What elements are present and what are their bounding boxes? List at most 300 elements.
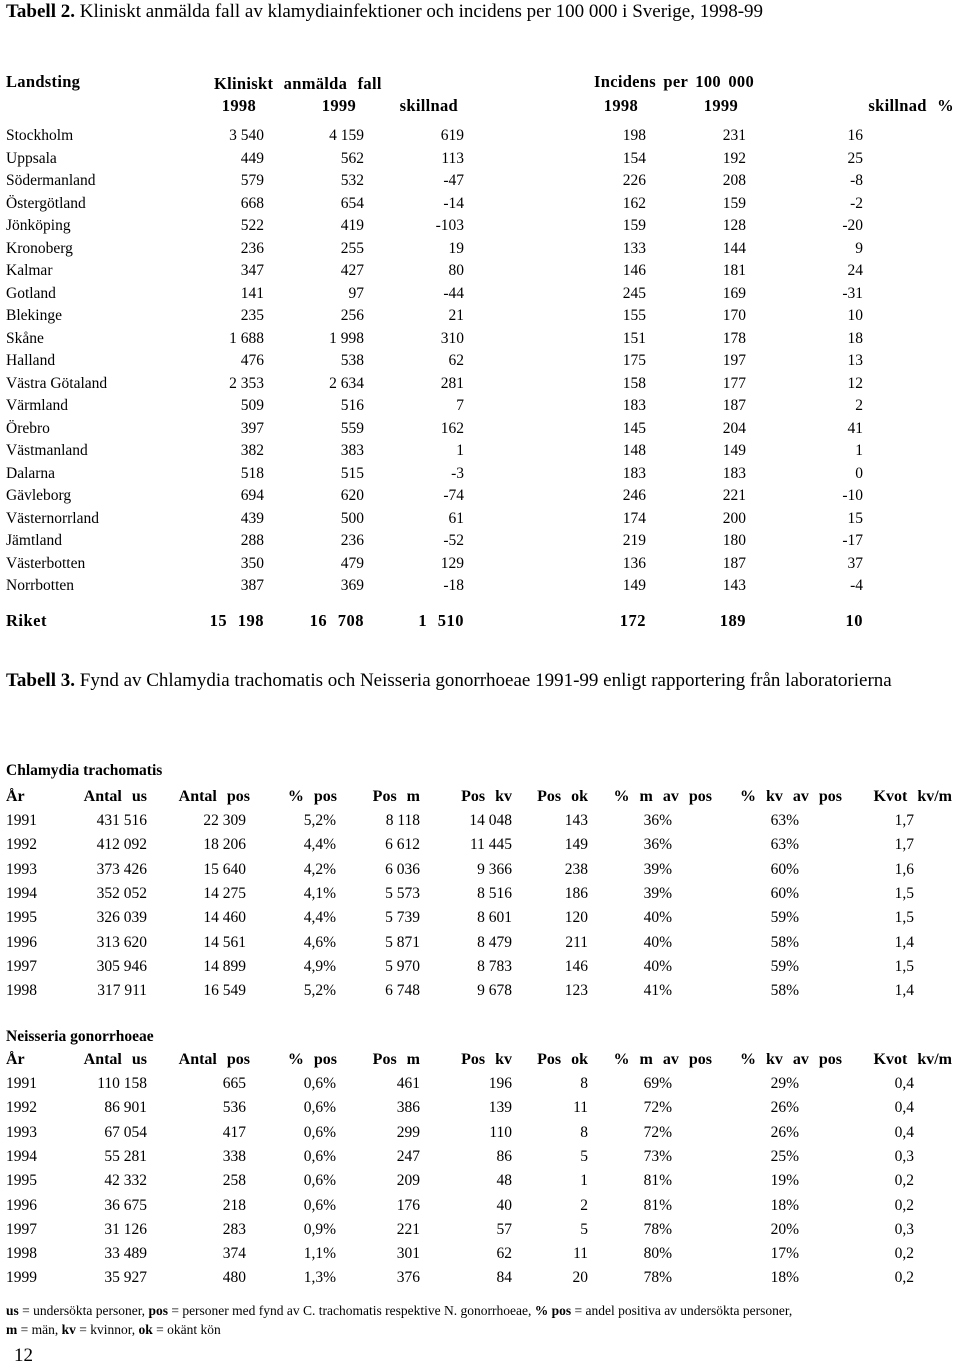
footnote-text: = kvinnor, (75, 1322, 139, 1337)
table-cell: 187 (722, 397, 746, 414)
table-cell: 128 (722, 217, 746, 234)
table-cell: 1,5 (894, 884, 914, 902)
column-header: År (6, 1051, 25, 1068)
table-cell: 4,2% (303, 860, 336, 878)
table-cell: 209 (396, 1172, 420, 1190)
table-cell: 255 (340, 239, 364, 257)
table-cell: 6 612 (385, 836, 420, 854)
table-cell: 4 159 (329, 127, 364, 144)
table-row (6, 442, 956, 464)
row-label: Östergötland (6, 194, 86, 212)
section-title-gonorrhoeae: Neisseria gonorrhoeae (6, 1028, 154, 1045)
table-cell: 57 (496, 1220, 512, 1238)
table-row (6, 127, 956, 149)
table-cell: 84 (496, 1269, 512, 1287)
table-cell: 562 (340, 149, 364, 167)
table-cell: 14 460 (203, 909, 246, 927)
table-row (6, 330, 956, 352)
table-cell: 665 (222, 1075, 246, 1092)
table-row (6, 285, 956, 307)
table-cell: 238 (564, 860, 588, 878)
table-cell: 8 783 (477, 957, 512, 975)
table-cell: 219 (622, 532, 646, 549)
table-cell: 256 (340, 307, 364, 324)
table-cell: -2 (850, 194, 863, 212)
row-label: Västra Götaland (6, 374, 108, 392)
footnote-term: m (6, 1322, 18, 1337)
table-cell: 208 (722, 172, 746, 189)
table-row (6, 465, 956, 487)
table-cell: 123 (564, 982, 588, 1000)
table-cell: 36% (643, 836, 672, 854)
footnote-text: = okänt kön (152, 1322, 221, 1337)
header-sub: 1998 (603, 96, 638, 115)
table-cell: 1,5 (894, 957, 914, 975)
table-cell: 12 (847, 374, 863, 392)
table-cell: 169 (722, 284, 746, 302)
table-cell: 143 (722, 577, 746, 594)
table-cell: 1 (580, 1172, 588, 1190)
table-cell: 19% (770, 1172, 799, 1190)
table-row (6, 172, 956, 194)
column-header: % kv av pos (739, 1051, 842, 1068)
table-cell: 5 970 (385, 957, 420, 975)
table-cell: 1,5 (894, 909, 914, 927)
column-header: Pos kv (461, 1051, 512, 1068)
table-cell: 14 899 (203, 957, 246, 975)
table-cell: 36 675 (104, 1196, 147, 1214)
row-label: Norrbotten (6, 577, 75, 594)
table-row (6, 1197, 956, 1219)
table-cell: 26% (770, 1099, 799, 1117)
table-row (6, 397, 956, 419)
row-label: Jönköping (6, 217, 71, 234)
table-cell: 35 927 (104, 1269, 147, 1287)
column-header: Pos m (372, 1051, 420, 1068)
table-cell: 144 (722, 239, 746, 257)
column-header: Kvot kv/m (873, 1051, 952, 1068)
table-cell: 80% (643, 1245, 672, 1263)
table-cell: 374 (222, 1245, 246, 1263)
table-cell: 15 198 (209, 611, 264, 630)
table-cell: 350 (240, 554, 264, 572)
row-label: Jämtland (6, 532, 62, 549)
table-cell: 172 (619, 611, 646, 630)
table-row (6, 375, 956, 397)
table-cell: 1995 (6, 1172, 37, 1190)
footnote-term: kv (61, 1322, 76, 1337)
table-cell: 532 (340, 172, 364, 189)
table-cell: 113 (441, 149, 464, 167)
column-header: Pos ok (537, 1051, 588, 1068)
table-cell: 654 (340, 194, 364, 212)
table-cell: -8 (850, 172, 863, 189)
table-row (6, 577, 956, 599)
table-cell: 5 739 (385, 909, 420, 927)
table-cell: 1993 (6, 1123, 37, 1141)
table-cell: 1992 (6, 836, 37, 854)
table-cell: 386 (396, 1099, 420, 1117)
table-cell: 16 708 (309, 611, 364, 630)
table-cell: 668 (240, 194, 264, 212)
row-label: Västmanland (6, 442, 88, 459)
row-label: Gotland (6, 284, 56, 302)
table-cell: 281 (440, 374, 464, 392)
table-cell: -31 (842, 284, 863, 302)
table-cell: 37 (847, 554, 863, 572)
table-cell: 538 (340, 352, 364, 369)
table-cell: 226 (622, 172, 646, 189)
table-cell: 518 (240, 464, 264, 482)
table-row (6, 885, 956, 907)
table-cell: 0,6% (303, 1147, 336, 1165)
table-cell: 5,2% (303, 982, 336, 1000)
table-cell: -3 (451, 464, 464, 482)
table-cell: 5 573 (385, 884, 420, 902)
table-cell: -17 (842, 532, 863, 549)
table-cell: 198 (622, 127, 646, 144)
table-cell: 1 998 (329, 329, 364, 347)
table-cell: 382 (240, 442, 264, 459)
table-cell: 9 678 (477, 982, 512, 1000)
table-cell: 417 (222, 1123, 246, 1141)
table-row (6, 861, 956, 883)
table-cell: 412 092 (96, 836, 147, 854)
table-cell: 8 (580, 1075, 588, 1092)
table3-label: Tabell 3. (6, 670, 75, 691)
table-cell: 97 (348, 284, 364, 302)
table-row (6, 1221, 956, 1243)
table-cell: 694 (240, 487, 264, 504)
table-cell: 58% (770, 933, 799, 951)
footnote-text: = personer med fynd av C. trachomatis respektive N. gonorrhoeae, (167, 1303, 535, 1318)
table-cell: 186 (564, 884, 588, 902)
table-cell: 1991 (6, 1075, 37, 1092)
column-header: Antal pos (178, 788, 250, 805)
table-cell: 373 426 (96, 860, 147, 878)
table-cell: 347 (240, 262, 264, 279)
table-cell: -52 (443, 532, 464, 549)
footnote (6, 1301, 956, 1339)
table-row (6, 1269, 956, 1291)
footnote-term: pos (148, 1303, 168, 1318)
table-cell: 162 (622, 194, 646, 212)
table-cell: 1993 (6, 860, 37, 878)
table-cell: 5 (580, 1220, 588, 1238)
table-cell: -47 (443, 172, 464, 189)
table-cell: 236 (340, 532, 364, 549)
table-cell: 1,4 (894, 982, 914, 1000)
table-cell: 221 (396, 1220, 420, 1238)
table-cell: 6 036 (385, 860, 420, 878)
footnote-term: us (6, 1303, 19, 1318)
table-cell: 1998 (6, 1245, 37, 1263)
table-cell: 7 (456, 397, 464, 414)
table-cell: 40% (643, 933, 672, 951)
table-cell: 0,2 (894, 1269, 914, 1287)
table-cell: 211 (565, 933, 588, 951)
table-cell: 2 634 (329, 374, 364, 392)
header-sub: skillnad (399, 96, 458, 115)
table-cell: 5,2% (303, 812, 336, 829)
table-cell: 1994 (6, 1147, 37, 1165)
table-cell: 301 (396, 1245, 420, 1263)
table-cell: -10 (842, 487, 863, 504)
column-header: % pos (287, 788, 337, 805)
row-label: Örebro (6, 419, 50, 437)
table-cell: 78% (643, 1269, 672, 1287)
table-cell: 431 516 (96, 812, 147, 829)
table-row (6, 510, 956, 532)
table-cell: 69% (643, 1075, 672, 1092)
row-label: Riket (6, 611, 47, 630)
table-row (6, 934, 956, 956)
table-cell: 80 (448, 262, 464, 279)
table-cell: 158 (622, 374, 646, 392)
table-cell: 145 (622, 419, 646, 437)
row-label: Västerbotten (6, 554, 86, 572)
table2-caption: Kliniskt anmälda fall av klamydiainfektioner och incidens per 100 000 i Sverige, 1998-99 (79, 1, 764, 22)
table-cell: 2 353 (229, 374, 264, 392)
table-row (6, 1124, 956, 1146)
table-cell: 41% (643, 982, 672, 1000)
table-cell: 180 (722, 532, 746, 549)
table-cell: 0 (855, 464, 863, 482)
table-cell: 218 (222, 1196, 246, 1214)
table-row (6, 836, 956, 858)
table-row (6, 1148, 956, 1170)
table-cell: 196 (488, 1075, 512, 1092)
table-cell: 620 (340, 487, 364, 504)
table-cell: 461 (396, 1075, 420, 1092)
table-cell: 619 (440, 127, 464, 144)
table-cell: 86 (496, 1147, 512, 1165)
table-cell: 15 640 (203, 860, 246, 878)
table-cell: 59% (770, 909, 799, 927)
table-cell: 515 (340, 464, 364, 482)
table-cell: 18 206 (203, 836, 246, 854)
footnote-term: % pos (534, 1303, 572, 1318)
table-cell: 13 (847, 352, 863, 369)
table-cell: 247 (396, 1147, 420, 1165)
table-cell: 149 (564, 836, 588, 854)
table-cell: 352 052 (96, 884, 147, 902)
table-cell: 18% (770, 1196, 799, 1214)
table-cell: 120 (564, 909, 588, 927)
table-cell: 8 601 (477, 909, 512, 927)
table-cell: 559 (340, 419, 364, 437)
table-cell: 0,6% (303, 1172, 336, 1190)
table-cell: 4,9% (303, 957, 336, 975)
table-cell: 0,3 (894, 1220, 914, 1238)
table-cell: 63% (770, 812, 799, 829)
table-cell: 159 (722, 194, 746, 212)
table-cell: 480 (222, 1269, 246, 1287)
column-header: Antal pos (178, 1051, 250, 1068)
table-row (6, 812, 956, 834)
table-cell: 14 048 (469, 812, 512, 829)
table-cell: 155 (622, 307, 646, 324)
row-label: Kalmar (6, 262, 53, 279)
table-cell: 59% (770, 957, 799, 975)
table-cell: -44 (443, 284, 464, 302)
table-cell: 39% (643, 884, 672, 902)
row-label: Blekinge (6, 307, 62, 324)
table-cell: 154 (622, 149, 646, 167)
table2-label: Tabell 2. (6, 1, 75, 22)
table-cell: 175 (622, 352, 646, 369)
table-row (6, 1075, 956, 1097)
table-cell: 258 (222, 1172, 246, 1190)
table-cell: 1995 (6, 909, 37, 927)
table-cell: 1997 (6, 1220, 37, 1238)
table-cell: 0,4 (894, 1099, 914, 1117)
table-cell: 25 (847, 149, 863, 167)
table-row (6, 195, 956, 217)
column-header: Kvot kv/m (873, 788, 952, 805)
column-header: % m av pos (613, 788, 712, 805)
column-header: % m av pos (613, 1051, 712, 1068)
table-cell: 148 (622, 442, 646, 459)
table-cell: 439 (240, 509, 264, 527)
table-cell: 197 (722, 352, 746, 369)
table-cell: 159 (622, 217, 646, 234)
table-cell: 0,4 (894, 1075, 914, 1092)
table-cell: 174 (622, 509, 646, 527)
table-cell: 48 (496, 1172, 512, 1190)
table-cell: 522 (240, 217, 264, 234)
table-cell: 62 (448, 352, 464, 369)
table-cell: 1996 (6, 933, 37, 951)
table-cell: 1,1% (303, 1245, 336, 1263)
table-cell: 1,3% (303, 1269, 336, 1287)
table-cell: 0,3 (894, 1147, 914, 1165)
table-cell: 427 (340, 262, 364, 279)
header-sub: skillnad % (868, 96, 954, 115)
table-cell: 19 (448, 239, 464, 257)
table-cell: -74 (443, 487, 464, 504)
table-cell: 1998 (6, 982, 37, 1000)
table-cell: 9 (855, 239, 863, 257)
header-group-incidence: Incidens per 100 000 (594, 72, 755, 91)
table-cell: 18 (847, 329, 863, 347)
section-title-chlamydia: Chlamydia trachomatis (6, 762, 163, 779)
column-header: Pos kv (461, 788, 512, 805)
table-cell: -4 (850, 577, 863, 594)
table-cell: 62 (496, 1245, 512, 1263)
table-cell: 299 (396, 1123, 420, 1141)
table-cell: 310 (440, 329, 464, 347)
table-cell: 78% (643, 1220, 672, 1238)
table-cell: 1991 (6, 812, 37, 829)
table-cell: 383 (340, 442, 364, 459)
table-cell: 8 118 (385, 812, 420, 829)
table-cell: 0,2 (894, 1172, 914, 1190)
table-cell: 317 911 (97, 982, 147, 1000)
header-sub: 1999 (703, 96, 738, 115)
table-cell: 18% (770, 1269, 799, 1287)
row-label: Västernorrland (6, 509, 99, 527)
table-cell: 176 (396, 1196, 420, 1214)
table-cell: 149 (622, 577, 646, 594)
table-cell: 17% (770, 1245, 799, 1263)
column-header: Pos ok (537, 788, 588, 805)
table-cell: 1,7 (894, 812, 914, 829)
table-cell: 0,6% (303, 1123, 336, 1141)
table-cell: 189 (719, 611, 746, 630)
table-row (6, 420, 956, 442)
table-cell: -103 (435, 217, 464, 234)
table-row (6, 1245, 956, 1267)
table-row (6, 352, 956, 374)
table-cell: 376 (396, 1269, 420, 1287)
table-cell: 60% (770, 860, 799, 878)
table-cell: 10 (845, 611, 863, 630)
table-cell: 6 748 (385, 982, 420, 1000)
table-cell: 60% (770, 884, 799, 902)
table-row (6, 982, 956, 1004)
table-cell: 22 309 (203, 812, 246, 829)
table-cell: 20% (770, 1220, 799, 1238)
table-cell: 20 (572, 1269, 588, 1287)
table-cell: 283 (222, 1220, 246, 1238)
table-cell: 143 (564, 812, 588, 829)
table-cell: 397 (240, 419, 264, 437)
table-cell: 16 549 (203, 982, 246, 1000)
table-cell: 305 946 (96, 957, 147, 975)
table-cell: 8 479 (477, 933, 512, 951)
table-cell: 479 (340, 554, 364, 572)
table-cell: 204 (722, 419, 746, 437)
table-row (6, 307, 956, 329)
table-cell: 200 (722, 509, 746, 527)
table-cell: 11 (573, 1245, 588, 1263)
header-group-clinical: Kliniskt anmälda fall (214, 74, 382, 93)
table-cell: 58% (770, 982, 799, 1000)
table-cell: 39% (643, 860, 672, 878)
table-cell: 419 (340, 217, 364, 234)
table-cell: 133 (622, 239, 646, 257)
table-cell: 110 158 (97, 1075, 147, 1092)
table-cell: 72% (643, 1123, 672, 1141)
table-cell: 67 054 (104, 1123, 147, 1141)
table-cell: 110 (489, 1123, 512, 1141)
table-cell: 235 (240, 307, 264, 324)
table3-header-row (6, 788, 956, 810)
table-cell: 8 (580, 1123, 588, 1141)
table-cell: 183 (622, 397, 646, 414)
table-cell: 1 (855, 442, 863, 459)
table-cell: 516 (340, 397, 364, 414)
table-row (6, 240, 956, 262)
table-cell: 183 (722, 464, 746, 482)
table-cell: 0,9% (303, 1220, 336, 1238)
table-cell: 1 510 (418, 611, 464, 630)
table-cell: 5 871 (385, 933, 420, 951)
table-row (6, 1099, 956, 1121)
table-row (6, 909, 956, 931)
column-header: Antal us (83, 1051, 147, 1068)
row-label: Uppsala (6, 149, 57, 167)
table3-caption: Fynd av Chlamydia trachomatis och Neisseria gonorrhoeae 1991-99 enligt rapportering från laboratorierna (79, 670, 892, 691)
table-cell: 26% (770, 1123, 799, 1141)
table-cell: 1999 (6, 1269, 37, 1287)
table-cell: 245 (622, 284, 646, 302)
row-label: Skåne (6, 329, 44, 347)
table-cell: 192 (722, 149, 746, 167)
table-cell: 11 (573, 1099, 588, 1117)
table-cell: 181 (722, 262, 746, 279)
